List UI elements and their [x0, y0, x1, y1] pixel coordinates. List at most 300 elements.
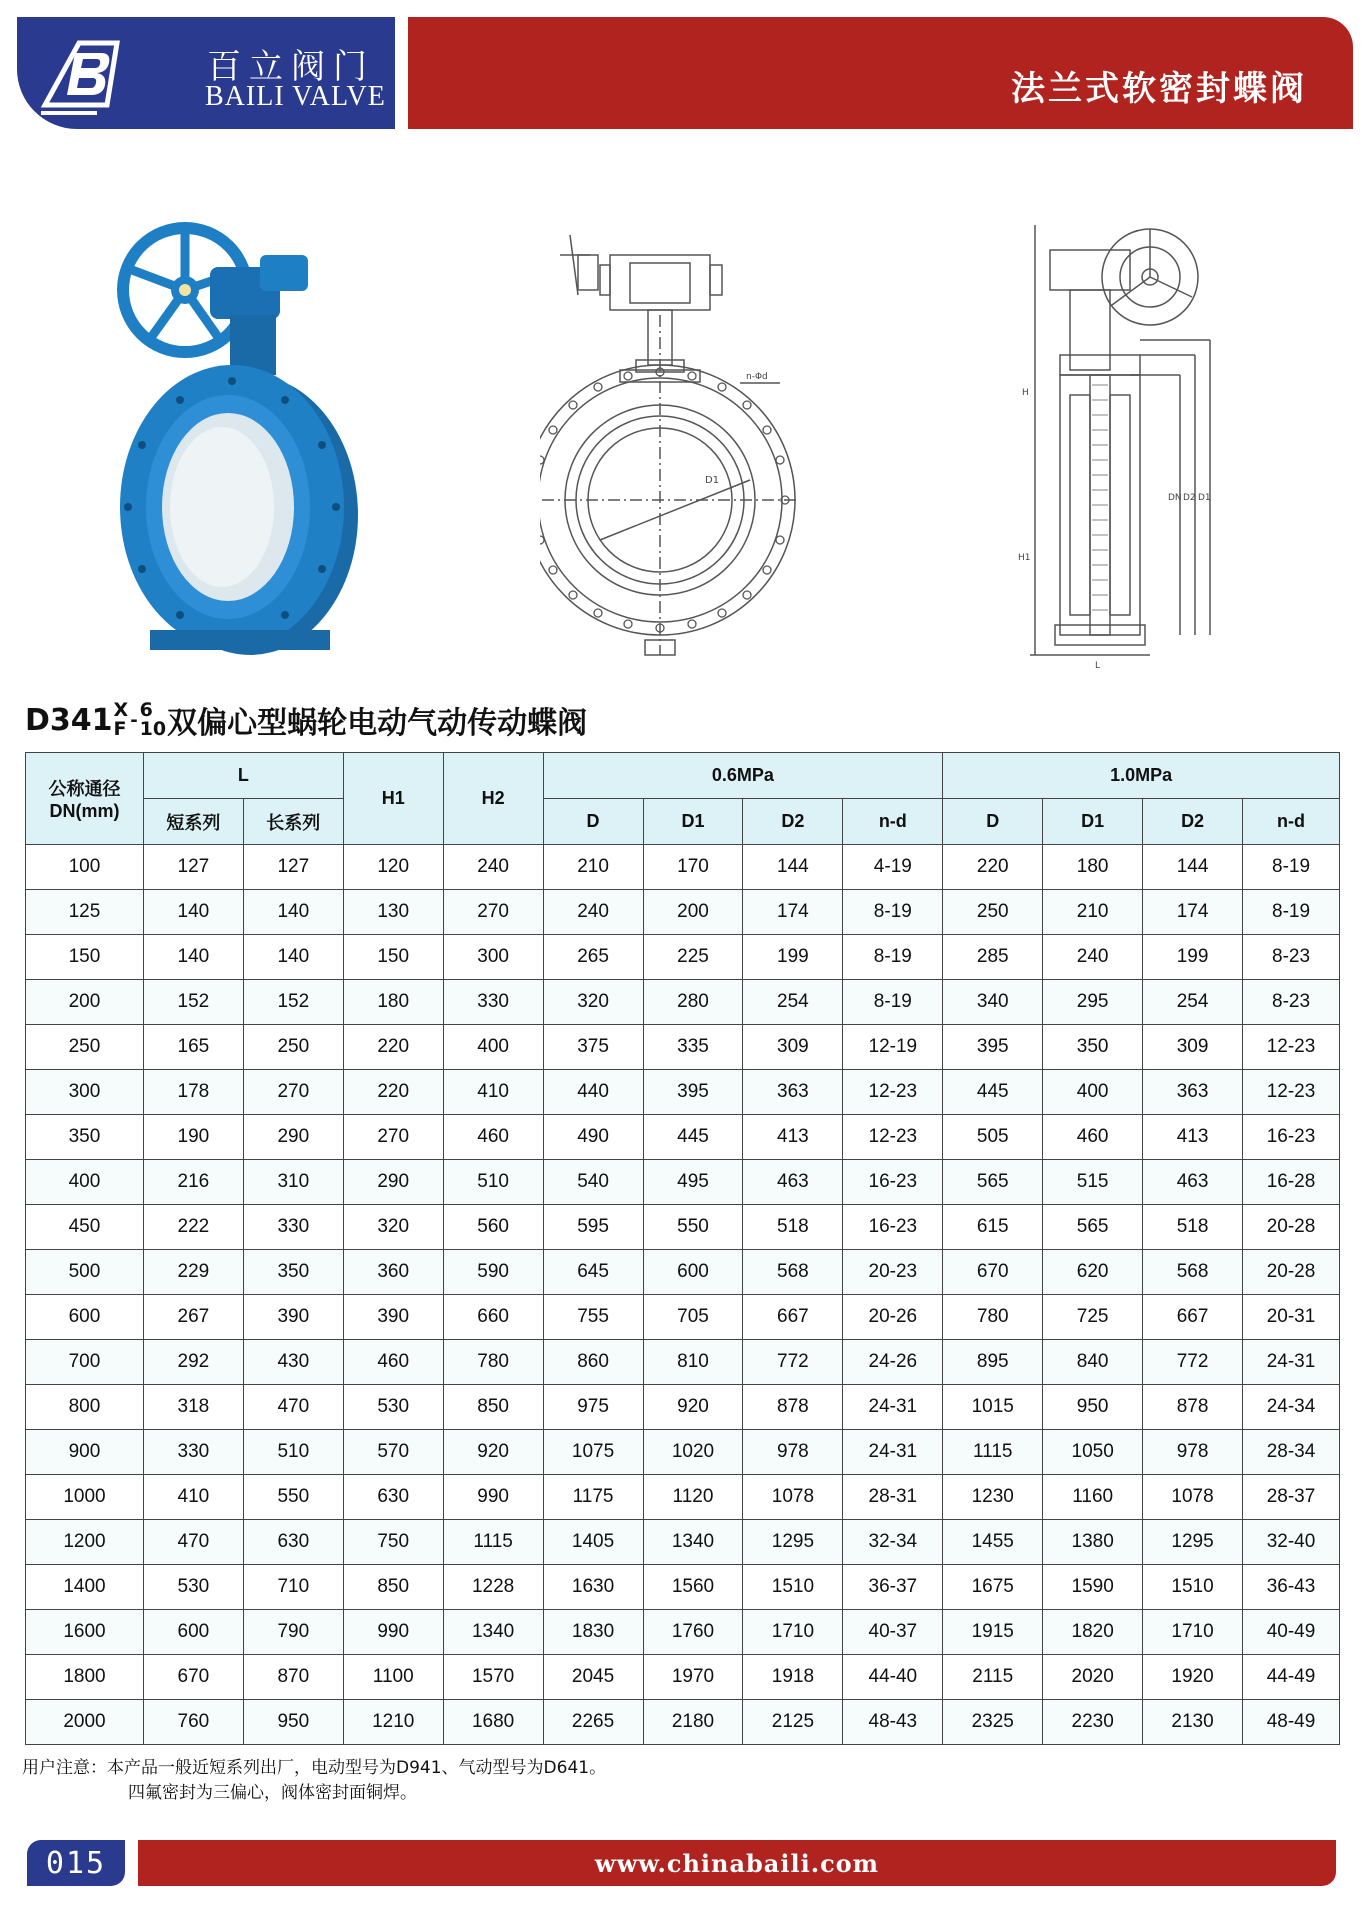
table-cell: 1015 [943, 1385, 1043, 1430]
table-row [26, 1565, 1340, 1610]
table-cell: 1020 [643, 1430, 743, 1475]
l-label: L [1095, 661, 1101, 671]
table-row [26, 1115, 1340, 1160]
table-cell: 320 [543, 980, 643, 1025]
table-cell: 565 [1043, 1205, 1143, 1250]
table-cell: 285 [943, 935, 1043, 980]
table-cell: 1340 [643, 1520, 743, 1565]
table-cell: 990 [443, 1475, 543, 1520]
table-cell: 590 [443, 1250, 543, 1295]
table-cell: 20-23 [843, 1250, 943, 1295]
table-cell: 725 [1043, 1295, 1143, 1340]
table-cell: 8-19 [1243, 845, 1340, 890]
table-cell: 24-31 [843, 1430, 943, 1475]
table-cell: 1295 [743, 1520, 843, 1565]
table-cell: 878 [1143, 1385, 1243, 1430]
table-cell: 220 [343, 1025, 443, 1070]
table-cell: 755 [543, 1295, 643, 1340]
table-cell: 1510 [1143, 1565, 1243, 1610]
table-cell: 1760 [643, 1610, 743, 1655]
table-row [26, 1295, 1340, 1340]
table-cell: 1160 [1043, 1475, 1143, 1520]
table-cell: 16-23 [843, 1160, 943, 1205]
table-cell: 400 [443, 1025, 543, 1070]
table-cell: 568 [1143, 1250, 1243, 1295]
table-cell: 1710 [1143, 1610, 1243, 1655]
table-cell: 463 [743, 1160, 843, 1205]
table-cell: 150 [26, 935, 144, 980]
table-cell: 710 [243, 1565, 343, 1610]
header-h2: H2 [443, 753, 543, 845]
table-cell: 20-28 [1243, 1250, 1340, 1295]
table-cell: 895 [943, 1340, 1043, 1385]
table-cell: 790 [243, 1610, 343, 1655]
table-row [26, 1610, 1340, 1655]
table-cell: 174 [1143, 890, 1243, 935]
table-cell: 36-37 [843, 1565, 943, 1610]
table-row [26, 980, 1340, 1025]
table-cell: 390 [243, 1295, 343, 1340]
table-cell: 550 [643, 1205, 743, 1250]
table-cell: 100 [26, 845, 144, 890]
dn-label: DN [1168, 493, 1182, 503]
table-cell: 28-34 [1243, 1430, 1340, 1475]
table-cell: 413 [1143, 1115, 1243, 1160]
table-cell: 570 [343, 1430, 443, 1475]
table-row [26, 1160, 1340, 1205]
header-short-series: 短系列 [143, 799, 243, 845]
table-cell: 12-23 [1243, 1070, 1340, 1115]
header-pressure-06: 0.6MPa [543, 753, 943, 799]
table-cell: 330 [443, 980, 543, 1025]
table-cell: 630 [343, 1475, 443, 1520]
table-cell: 48-43 [843, 1700, 943, 1745]
table-cell: 1510 [743, 1565, 843, 1610]
page-title: 法兰式软密封蝶阀 [1011, 69, 1307, 109]
table-cell: 240 [1043, 935, 1143, 980]
brand-logo-block [17, 17, 395, 129]
table-cell: 330 [143, 1430, 243, 1475]
table-cell: 2230 [1043, 1700, 1143, 1745]
title-bar [408, 17, 1353, 129]
table-cell: 178 [143, 1070, 243, 1115]
h1-label: H1 [1018, 553, 1031, 563]
table-cell: 518 [1143, 1205, 1243, 1250]
table-cell: 24-34 [1243, 1385, 1340, 1430]
table-cell: 144 [1143, 845, 1243, 890]
table-cell: 125 [26, 890, 144, 935]
table-cell: 463 [1143, 1160, 1243, 1205]
table-cell: 320 [343, 1205, 443, 1250]
table-cell: 16-23 [843, 1205, 943, 1250]
table-cell: 8-19 [843, 890, 943, 935]
table-row [26, 1520, 1340, 1565]
table-cell: 4-19 [843, 845, 943, 890]
table-cell: 127 [243, 845, 343, 890]
table-cell: 1210 [343, 1700, 443, 1745]
table-row [26, 935, 1340, 980]
table-cell: 2000 [26, 1700, 144, 1745]
table-cell: 670 [143, 1655, 243, 1700]
table-cell: 44-40 [843, 1655, 943, 1700]
table-cell: 40-49 [1243, 1610, 1340, 1655]
table-cell: 460 [443, 1115, 543, 1160]
table-cell: 540 [543, 1160, 643, 1205]
table-cell: 229 [143, 1250, 243, 1295]
table-cell: 220 [943, 845, 1043, 890]
footer-website: www.chinabaili.com [138, 1840, 1336, 1886]
table-cell: 28-37 [1243, 1475, 1340, 1520]
table-cell: 1230 [943, 1475, 1043, 1520]
table-cell: 222 [143, 1205, 243, 1250]
page-number: 015 [27, 1840, 125, 1886]
table-cell: 410 [443, 1070, 543, 1115]
table-cell: 410 [143, 1475, 243, 1520]
brand-name-en: BAILI VALVE [205, 81, 386, 112]
table-cell: 36-43 [1243, 1565, 1340, 1610]
model-sup-left: X [113, 699, 129, 721]
table-cell: 330 [243, 1205, 343, 1250]
table-row [26, 845, 1340, 890]
table-cell: 440 [543, 1070, 643, 1115]
table-cell: 630 [243, 1520, 343, 1565]
table-cell: 950 [243, 1700, 343, 1745]
table-cell: 1100 [343, 1655, 443, 1700]
table-cell: 309 [1143, 1025, 1243, 1070]
table-cell: 780 [943, 1295, 1043, 1340]
table-row [26, 890, 1340, 935]
table-cell: 445 [943, 1070, 1043, 1115]
table-cell: 280 [643, 980, 743, 1025]
header-l: L [143, 753, 343, 799]
table-cell: 165 [143, 1025, 243, 1070]
table-cell: 1675 [943, 1565, 1043, 1610]
table-cell: 595 [543, 1205, 643, 1250]
table-cell: 2265 [543, 1700, 643, 1745]
table-cell: 2020 [1043, 1655, 1143, 1700]
table-cell: 8-19 [843, 935, 943, 980]
table-cell: 840 [1043, 1340, 1143, 1385]
table-row [26, 1205, 1340, 1250]
table-cell: 1830 [543, 1610, 643, 1655]
table-cell: 1115 [943, 1430, 1043, 1475]
table-cell: 1380 [1043, 1520, 1143, 1565]
table-cell: 254 [1143, 980, 1243, 1025]
table-cell: 760 [143, 1700, 243, 1745]
table-cell: 1710 [743, 1610, 843, 1655]
table-cell: 510 [443, 1160, 543, 1205]
table-cell: 395 [943, 1025, 1043, 1070]
table-cell: 920 [443, 1430, 543, 1475]
table-row [26, 1385, 1340, 1430]
table-cell: 20-31 [1243, 1295, 1340, 1340]
table-cell: 292 [143, 1340, 243, 1385]
model-sup-right: 6 [139, 699, 153, 721]
front-view-drawing [540, 215, 840, 675]
table-cell: 772 [1143, 1340, 1243, 1385]
table-cell: 670 [943, 1250, 1043, 1295]
table-cell: 1200 [26, 1520, 144, 1565]
table-row [26, 1070, 1340, 1115]
table-row [26, 1025, 1340, 1070]
table-cell: 860 [543, 1340, 643, 1385]
table-cell: 430 [243, 1340, 343, 1385]
user-note-line1: 用户注意：本产品一般近短系列出厂，电动型号为D941、气动型号为D641。 [22, 1758, 607, 1778]
baili-logo-icon [37, 29, 127, 119]
table-row [26, 1700, 1340, 1745]
table-cell: 615 [943, 1205, 1043, 1250]
table-cell: 216 [143, 1160, 243, 1205]
nd-label: n-Φd [746, 372, 768, 382]
table-cell: 667 [1143, 1295, 1243, 1340]
table-cell: 470 [243, 1385, 343, 1430]
table-cell: 530 [343, 1385, 443, 1430]
table-cell: 8-23 [1243, 980, 1340, 1025]
header-dn [26, 753, 144, 845]
table-cell: 1800 [26, 1655, 144, 1700]
table-cell: 12-23 [843, 1115, 943, 1160]
table-cell: 12-23 [1243, 1025, 1340, 1070]
table-cell: 300 [26, 1070, 144, 1115]
model-sub-left: F [113, 718, 127, 740]
table-cell: 445 [643, 1115, 743, 1160]
model-material-fraction [114, 701, 129, 739]
user-note-line2: 四氟密封为三偏心，阀体密封面铜焊。 [128, 1783, 417, 1803]
table-row [26, 1655, 1340, 1700]
table-cell: 28-31 [843, 1475, 943, 1520]
table-cell: 645 [543, 1250, 643, 1295]
table-cell: 300 [443, 935, 543, 980]
table-cell: 350 [243, 1250, 343, 1295]
table-cell: 390 [343, 1295, 443, 1340]
table-cell: 180 [1043, 845, 1143, 890]
h-label: H [1022, 388, 1029, 398]
spec-table [25, 752, 1340, 1745]
table-cell: 144 [743, 845, 843, 890]
table-cell: 32-34 [843, 1520, 943, 1565]
header-d2-06: D2 [743, 799, 843, 845]
table-cell: 335 [643, 1025, 743, 1070]
table-cell: 1915 [943, 1610, 1043, 1655]
table-cell: 210 [1043, 890, 1143, 935]
table-cell: 310 [243, 1160, 343, 1205]
table-cell: 772 [743, 1340, 843, 1385]
table-cell: 127 [143, 845, 243, 890]
table-cell: 250 [26, 1025, 144, 1070]
table-cell: 1600 [26, 1610, 144, 1655]
header-dn-label: 公称通径 [48, 779, 121, 799]
table-cell: 24-31 [843, 1385, 943, 1430]
table-cell: 1078 [1143, 1475, 1243, 1520]
table-cell: 878 [743, 1385, 843, 1430]
table-cell: 990 [343, 1610, 443, 1655]
header-pressure-10: 1.0MPa [943, 753, 1340, 799]
table-cell: 2130 [1143, 1700, 1243, 1745]
table-cell: 199 [1143, 935, 1243, 980]
table-cell: 225 [643, 935, 743, 980]
table-cell: 363 [743, 1070, 843, 1115]
table-cell: 250 [943, 890, 1043, 935]
table-cell: 32-40 [1243, 1520, 1340, 1565]
table-cell: 250 [243, 1025, 343, 1070]
table-cell: 309 [743, 1025, 843, 1070]
table-cell: 620 [1043, 1250, 1143, 1295]
table-cell: 8-19 [1243, 890, 1340, 935]
table-cell: 1630 [543, 1565, 643, 1610]
table-cell: 1820 [1043, 1610, 1143, 1655]
table-cell: 500 [26, 1250, 144, 1295]
table-cell: 1590 [1043, 1565, 1143, 1610]
table-cell: 470 [143, 1520, 243, 1565]
table-cell: 1295 [1143, 1520, 1243, 1565]
table-cell: 120 [343, 845, 443, 890]
table-cell: 870 [243, 1655, 343, 1700]
table-row [26, 1430, 1340, 1475]
table-cell: 24-26 [843, 1340, 943, 1385]
table-cell: 1050 [1043, 1430, 1143, 1475]
table-cell: 1120 [643, 1475, 743, 1520]
table-cell: 170 [643, 845, 743, 890]
table-cell: 978 [743, 1430, 843, 1475]
table-cell: 2045 [543, 1655, 643, 1700]
table-cell: 270 [243, 1070, 343, 1115]
table-cell: 1115 [443, 1520, 543, 1565]
table-row [26, 1250, 1340, 1295]
brand-name-cn: 百立阀门 [207, 47, 375, 87]
model-name: 双偏心型蜗轮电动气动传动蝶阀 [167, 706, 588, 741]
table-cell: 600 [26, 1295, 144, 1340]
table-cell: 1000 [26, 1475, 144, 1520]
table-cell: 265 [543, 935, 643, 980]
table-cell: 1680 [443, 1700, 543, 1745]
table-cell: 800 [26, 1385, 144, 1430]
table-cell: 267 [143, 1295, 243, 1340]
table-cell: 16-23 [1243, 1115, 1340, 1160]
table-cell: 220 [343, 1070, 443, 1115]
table-cell: 1405 [543, 1520, 643, 1565]
table-cell: 318 [143, 1385, 243, 1430]
table-cell: 1340 [443, 1610, 543, 1655]
table-cell: 199 [743, 935, 843, 980]
table-row [26, 1340, 1340, 1385]
table-cell: 190 [143, 1115, 243, 1160]
header-h1: H1 [343, 753, 443, 845]
table-cell: 667 [743, 1295, 843, 1340]
table-cell: 8-19 [843, 980, 943, 1025]
table-cell: 363 [1143, 1070, 1243, 1115]
table-cell: 900 [26, 1430, 144, 1475]
table-cell: 400 [26, 1160, 144, 1205]
table-cell: 350 [1043, 1025, 1143, 1070]
table-cell: 340 [943, 980, 1043, 1025]
table-cell: 950 [1043, 1385, 1143, 1430]
header-d1-10: D1 [1043, 799, 1143, 845]
table-cell: 460 [343, 1340, 443, 1385]
table-cell: 920 [643, 1385, 743, 1430]
table-cell: 1570 [443, 1655, 543, 1700]
table-cell: 1175 [543, 1475, 643, 1520]
table-cell: 600 [143, 1610, 243, 1655]
model-pressure-fraction [140, 701, 166, 739]
table-cell: 140 [143, 935, 243, 980]
table-cell: 270 [443, 890, 543, 935]
table-cell: 20-28 [1243, 1205, 1340, 1250]
table-cell: 1920 [1143, 1655, 1243, 1700]
table-cell: 1560 [643, 1565, 743, 1610]
table-cell: 140 [143, 890, 243, 935]
table-cell: 40-37 [843, 1610, 943, 1655]
header-long-series: 长系列 [243, 799, 343, 845]
header-d2-10: D2 [1143, 799, 1243, 845]
side-view-drawing [1000, 215, 1240, 675]
table-cell: 530 [143, 1565, 243, 1610]
table-cell: 140 [243, 935, 343, 980]
table-cell: 460 [1043, 1115, 1143, 1160]
table-cell: 1078 [743, 1475, 843, 1520]
table-cell: 560 [443, 1205, 543, 1250]
spec-table-body [26, 845, 1340, 1745]
table-cell: 400 [1043, 1070, 1143, 1115]
table-cell: 20-26 [843, 1295, 943, 1340]
table-cell: 210 [543, 845, 643, 890]
table-cell: 1918 [743, 1655, 843, 1700]
table-cell: 1228 [443, 1565, 543, 1610]
table-cell: 705 [643, 1295, 743, 1340]
table-cell: 1400 [26, 1565, 144, 1610]
table-cell: 350 [26, 1115, 144, 1160]
table-cell: 12-23 [843, 1070, 943, 1115]
table-cell: 174 [743, 890, 843, 935]
table-cell: 140 [243, 890, 343, 935]
table-cell: 700 [26, 1340, 144, 1385]
model-prefix: D341 [25, 702, 113, 738]
table-cell: 975 [543, 1385, 643, 1430]
table-cell: 978 [1143, 1430, 1243, 1475]
table-cell: 48-49 [1243, 1700, 1340, 1745]
table-cell: 8-23 [1243, 935, 1340, 980]
table-cell: 270 [343, 1115, 443, 1160]
table-cell: 295 [1043, 980, 1143, 1025]
table-cell: 850 [443, 1385, 543, 1430]
table-cell: 200 [26, 980, 144, 1025]
table-cell: 130 [343, 890, 443, 935]
table-cell: 254 [743, 980, 843, 1025]
header-d-10: D [943, 799, 1043, 845]
header-nd-10: n-d [1243, 799, 1340, 845]
table-cell: 44-49 [1243, 1655, 1340, 1700]
table-cell: 515 [1043, 1160, 1143, 1205]
table-cell: 518 [743, 1205, 843, 1250]
header-dn-unit: DN(mm) [49, 801, 120, 821]
table-cell: 2180 [643, 1700, 743, 1745]
table-cell: 600 [643, 1250, 743, 1295]
table-cell: 660 [443, 1295, 543, 1340]
table-cell: 565 [943, 1160, 1043, 1205]
header-d-06: D [543, 799, 643, 845]
table-cell: 1075 [543, 1430, 643, 1475]
table-cell: 413 [743, 1115, 843, 1160]
table-cell: 750 [343, 1520, 443, 1565]
table-cell: 24-31 [1243, 1340, 1340, 1385]
d1v-label: D1 [1198, 493, 1211, 503]
table-cell: 360 [343, 1250, 443, 1295]
table-cell: 490 [543, 1115, 643, 1160]
table-cell: 568 [743, 1250, 843, 1295]
table-cell: 2115 [943, 1655, 1043, 1700]
model-sub-right: 10 [139, 718, 167, 740]
table-cell: 1970 [643, 1655, 743, 1700]
table-cell: 395 [643, 1070, 743, 1115]
